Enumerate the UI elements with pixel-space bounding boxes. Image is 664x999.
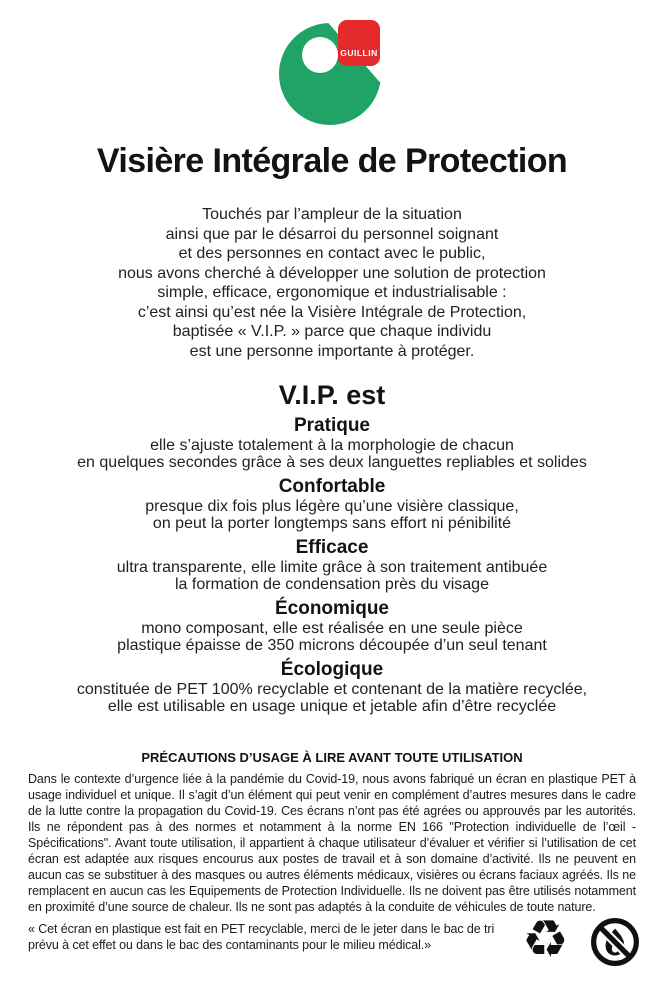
precautions-heading: PRÉCAUTIONS D’USAGE À LIRE AVANT TOUTE UTILISATION bbox=[141, 749, 523, 765]
feature-line: plastique épaisse de 350 microns découpée d’un seul tenant bbox=[117, 637, 547, 655]
intro-line: ainsi que par le désarroi du personnel soignant bbox=[165, 225, 499, 243]
guillin-wordmark: GUILLIN bbox=[340, 48, 378, 58]
feature-line: elle est utilisable en usage unique et jetable afin d’être recyclée bbox=[107, 698, 557, 716]
intro-line: est une personne importante à protéger. bbox=[189, 342, 475, 360]
vip-heading: V.I.P. est bbox=[278, 380, 386, 411]
feature-line: presque dix fois plus légère qu’une visière classique, bbox=[145, 497, 519, 515]
intro-line: simple, efficace, ergonomique et industrialisable : bbox=[157, 284, 507, 302]
feature-title: Économique bbox=[274, 597, 389, 619]
leaflet-page bbox=[0, 16, 664, 999]
feature-title: Efficace bbox=[295, 536, 369, 558]
feature-confortable bbox=[0, 476, 664, 533]
feature-line: on peut la porter longtemps sans effort ni pénibilité bbox=[152, 515, 512, 533]
feature-title: Pratique bbox=[293, 414, 371, 436]
guillin-g-icon bbox=[272, 16, 392, 128]
feature-line: en quelques secondes grâce à ses deux languettes repliables et solides bbox=[77, 454, 587, 472]
intro-paragraph bbox=[0, 205, 664, 361]
intro-line: c’est ainsi qu’est née la Visière Intégrale de Protection, bbox=[137, 303, 527, 321]
feature-title: Confortable bbox=[278, 475, 386, 497]
intro-line: Touchés par l’ampleur de la situation bbox=[202, 206, 462, 224]
feature-line: la formation de condensation près du visage bbox=[175, 576, 489, 594]
features-list bbox=[0, 415, 664, 716]
page-title: Visière Intégrale de Protection bbox=[96, 142, 568, 180]
guillin-logo bbox=[272, 16, 392, 128]
recycling-icon: ♻ bbox=[522, 910, 569, 970]
feature-line: ultra transparente, elle limite grâce à son traitement antibuée bbox=[116, 558, 548, 576]
intro-line: et des personnes en contact avec le public, bbox=[178, 245, 486, 263]
recycling-note: « Cet écran en plastique est fait en PET recyclable, merci de le jeter dans le bac de tri prévu à cet effet ou dans le bac des contaminants pour le milieu médical.» bbox=[28, 921, 495, 952]
feature-efficace bbox=[0, 537, 664, 594]
feature-title: Écologique bbox=[280, 658, 384, 680]
feature-line: constituée de PET 100% recyclable et contenant de la matière recyclée, bbox=[76, 680, 588, 698]
intro-line: baptisée « V.I.P. » parce que chaque individu bbox=[172, 323, 492, 341]
feature-line: elle s’ajuste totalement à la morphologie de chacun bbox=[150, 436, 514, 454]
keep-away-from-fire-icon bbox=[590, 917, 640, 972]
feature-pratique bbox=[0, 415, 664, 472]
precautions-body: Dans le contexte d’urgence liée à la pandémie du Covid-19, nous avons fabriqué un écran en plastique PET à usage individuel et unique. Il s’agit d’un élément qui peut venir en complément d’autres mesures dans le cadre de la lutte contre la propagation du Covid-19. Ces écrans n’ont pas été agrées ou approuvés par les autorités. Ils ne répondent pas à des normes et notamment à la norme EN 166 "Protection individuelle de l’œil - Spécifications". Avant toute utilisation, il appartient à chaque utilisateur d’évaluer et vérifier si l’utilisation de cet écran est adaptée aux risques encourus aux postes de travail et à son domaine d’activité. Ils ne peuvent en aucun cas se substituer à des masques ou autres éléments médicaux, visières ou écrans faciaux agréés. Ils ne remplacent en aucun cas les Equipements de Protection Individuelle. Ils ne doivent pas être utilisés notamment en proximité d’une source de chaleur. Ils ne sont pas adaptés à la conduite de véhicules de toute nature. bbox=[28, 771, 636, 914]
intro-line: nous avons cherché à développer une solution de protection bbox=[118, 264, 546, 282]
feature-line: mono composant, elle est réalisée en une seule pièce bbox=[141, 619, 523, 637]
precautions-section bbox=[28, 750, 636, 915]
feature-economique bbox=[0, 598, 664, 655]
feature-ecologique bbox=[0, 659, 664, 716]
